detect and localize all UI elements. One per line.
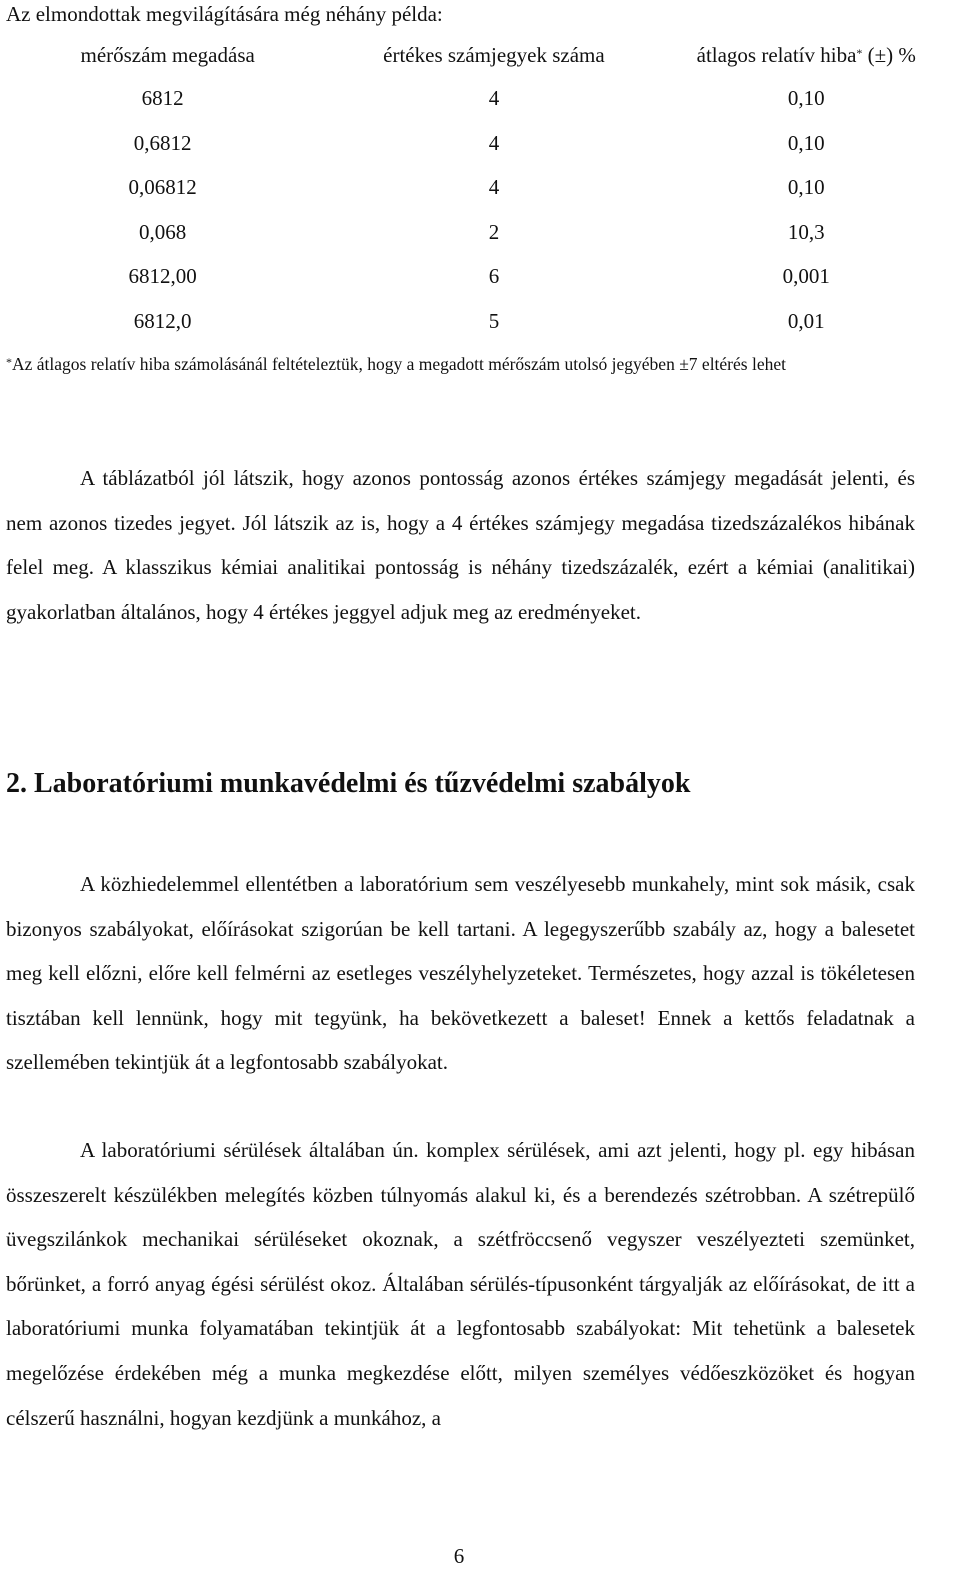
table-row [0, 76, 960, 121]
paragraph-lab-injuries: A laboratóriumi sérülések általában ún. komplex sérülések, ami azt jelenti, hogy pl. egy hibásan összeszerelt készülékben melegítés közben túlnyomás alakul ki, és a berendezés szétrobban. A szétrepülő üvegszilánkok mechanikai sérüléseket okoznak, a szétfröccsenő vegyszer veszélyezteti szemünket, bőrünket, a forró anyag égési sérülést okoz. Általában sérülés-típusonként tárgyalják az előírásokat, de itt a laboratóriumi munka folyamatában tekintjük át a legfontosabb szabályokat: Mit tehetünk a balesetek megelőzése érdekében még a munka megkezdése előtt, milyen személyes védőeszközöket és hogyan célszerű használni, hogyan kezdjünk a munkához, a [6, 1138, 915, 1430]
paragraph-safety-intro: A közhiedelemmel ellentétben a laboratórium sem veszélyesebb munkahely, mint sok másik, csak bizonyos szabályokat, előírásokat szigorúan be kell tartani. A legegyszerűbb szabály az, hogy a balesetet meg kell előzni, előre kell felmérni az esetleges veszélyhelyzeteket. Természetes, hogy azzal is tökéletesen tisztában kell lennünk, hogy mit tegyünk, ha bekövetkezett a baleset! Ennek a kettős feladatnak a szellemében tekintjük át a legfontosabb szabályokat. [6, 872, 915, 1075]
column-header-relative-error-unit: (±) % [862, 43, 916, 67]
cell-measure: 6812,00 [128, 264, 197, 288]
column-header-measure: mérőszám megadása [80, 43, 255, 67]
cell-error: 0,10 [787, 86, 825, 110]
cell-measure: 0,6812 [133, 130, 192, 155]
table-row [0, 165, 960, 210]
cell-error: 0,10 [787, 130, 825, 155]
paragraph-table-explanation: A táblázatból jól látszik, hogy azonos pontosság azonos értékes számjegy megadását jelenti, és nem azonos tizedes jegyet. Jól látszik az is, hogy a 4 értékes számjegy megadása tizedszázalékos hibának felel meg. A klasszikus kémiai analitikai pontosság is néhány tizedszázalék, ezért a kémiai (analitikai) gyakorlatban általános, hogy 4 értékes jeggyel adjuk meg az eredményeket. [6, 466, 915, 624]
cell-measure: 0,068 [139, 219, 187, 244]
cell-error: 10,3 [787, 219, 825, 244]
cell-error: 0,10 [787, 175, 825, 199]
cell-digits: 2 [488, 219, 500, 244]
table-row [0, 121, 960, 166]
cell-error: 0,001 [782, 264, 830, 288]
table-row [0, 210, 960, 255]
table-row [0, 254, 960, 299]
column-header-significant-digits: értékes számjegyek száma [383, 43, 605, 67]
table-footnote [6, 347, 918, 382]
cell-digits: 4 [488, 86, 500, 110]
footnote-text: Az átlagos relatív hiba számolásánál feltételeztük, hogy a megadott mérőszám utolsó jegyében ±7 eltérés lehet [12, 354, 786, 374]
footnote-mark: * [6, 355, 12, 369]
page-number: 6 [453, 1544, 465, 1568]
cell-measure: 0,06812 [128, 175, 197, 199]
column-header-relative-error-label: átlagos relatív hiba [696, 43, 857, 67]
table-row [0, 299, 960, 344]
cell-measure: 6812 [141, 86, 184, 110]
cell-measure: 6812,0 [133, 308, 192, 333]
section-heading: 2. Laboratóriumi munkavédelmi és tűzvédelmi szabályok [6, 768, 691, 799]
cell-digits: 5 [488, 308, 500, 333]
table-header-row [0, 34, 960, 76]
precision-table [0, 34, 960, 343]
cell-digits: 4 [488, 130, 500, 155]
cell-digits: 6 [488, 264, 500, 288]
column-header-relative-error [653, 34, 960, 76]
cell-error: 0,01 [787, 308, 825, 333]
cell-digits: 4 [488, 175, 500, 199]
footnote-marker: * [856, 46, 863, 60]
intro-text: Az elmondottak megvilágítására még néhány példa: [6, 2, 443, 26]
